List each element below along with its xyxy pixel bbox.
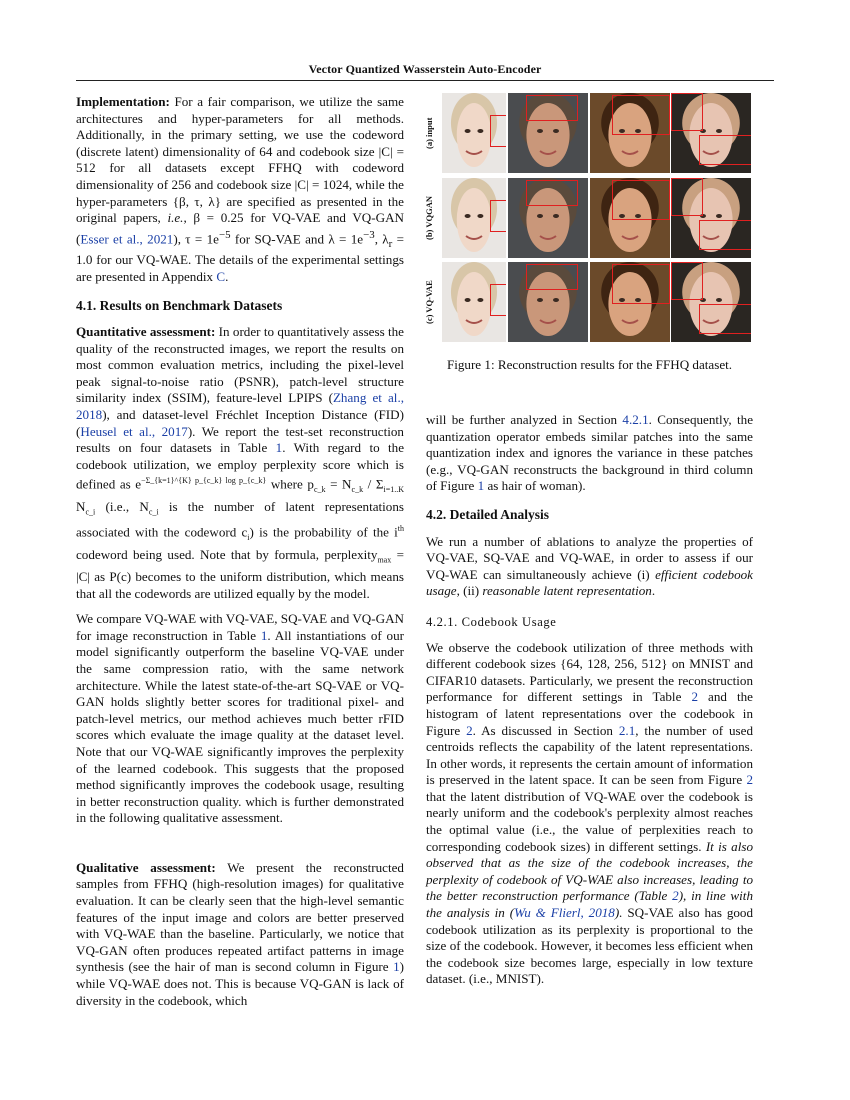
highlight-box [612,95,670,135]
subscript: max [377,555,392,565]
baby-portrait-tile [671,93,751,173]
table-link[interactable]: 2 [691,689,698,705]
row-label-vqvae: (c) VQ-VAE [424,280,434,324]
table-link[interactable]: 1 [260,627,268,643]
text: . [651,583,656,599]
highlight-box [699,220,751,250]
baby-portrait-tile [671,178,751,258]
text: ). We report the test-set reconstruction results on four datasets in Table [76,423,404,456]
text: . As discussed in Section [472,722,619,738]
paragraph-implementation [76,94,404,286]
citation-link[interactable]: Heusel et al., 2017 [80,423,188,439]
girl-portrait-tile [590,262,670,342]
text: = N [325,476,352,492]
table-link[interactable]: 1 [275,440,283,456]
paragraph-continuation [426,412,753,495]
text: / Σ [363,476,384,492]
text: N [76,499,86,514]
highlight-box [490,284,506,316]
text: We compare VQ-WAE with VQ-VAE, SQ-VAE and VQ-GAN for image reconstruction in Table [76,611,404,643]
highlight-box [526,95,578,121]
text: We run a number of ablations to analyze the properties of VQ-VAE, SQ-VAE and VQ-WAE, in order to assess if our VQ-WAE can simultaneously achieve (i) [426,533,753,582]
girl-portrait-tile [590,93,670,173]
section-link[interactable]: 2.1 [618,722,636,738]
highlight-box [612,264,670,304]
perplexity-exponent: −Σ_{k=1}^{K} p_{c_k} log p_{c_k} [141,476,267,486]
woman-portrait-tile [442,262,506,342]
text: will be further analyzed in Section [426,412,623,427]
baby-portrait-tile [671,262,751,342]
woman-portrait-tile [442,178,506,258]
left-column [76,94,404,1018]
section-heading-4-2: 4.2. Detailed Analysis [426,506,550,522]
man-portrait-tile [508,262,588,342]
text: ), and dataset-level Fréchlet Inception Distance (FID) ( [76,407,404,439]
section-heading-4-1: 4.1. Results on Benchmark Datasets [76,297,283,313]
run-in-heading-implementation: Implementation: [76,94,170,109]
text: is the number of latent representations associated with the codeword c [76,499,404,540]
subscript: r [388,237,393,250]
figure-link[interactable]: 2 [466,722,473,738]
highlight-box [612,180,670,220]
text: SQ-VAE also has good codebook utilization as its perplexity is proportional to the size of the codebook. However, it becomes less efficient when the codebook size becomes large, especially in low texture dataset. (i.e., MNIST). [426,905,754,987]
text: as hair of woman). [484,478,586,494]
man-portrait-tile [508,93,588,173]
row-label-vqgan: (b) VQGAN [424,196,434,240]
text: In order to quantitatively assess the quality of the reconstructed images, we report the results on most common evaluation metrics, including the pixel-level peak signal-to-noise ratio (PSNR), patch-level structure similarity index (SSIM), feature-level LPIPS ( [76,324,404,406]
highlight-box [699,135,751,165]
text: ), in line with the analysis in ( [426,888,753,921]
paragraph-detailed-analysis [426,534,753,600]
subscript: i=1..K [383,485,404,495]
highlight-box [526,264,578,290]
text: We observe the codebook utilization of three methods with different codebook sizes {64, 128, 256, 512} on MNIST and CIFAR10 datasets. Particularly, we present the reconstruction performance for different settings in Table [426,639,753,705]
text: ), τ = 1e [173,231,219,247]
appendix-link[interactable]: C [216,268,226,284]
text: , λ [374,231,389,247]
text: We present the reconstructed samples from FFHQ (high-resolution images) for qualitative evaluation. It can be clearly seen that the high-level semantic features of the input image and colors are better preserved with VQ-WAE than the baseline. Particularly, we notice that VQ-GAN often produces repeated artifact patterns in image synthesis (see the hair of man is second column in Figure [76,859,404,975]
text: , the number of used centroids reflects the capability of the latent representations. In other words, it represents the certain amount of information is preserved in the latent space. It can be seen from Figure [426,722,754,788]
paragraph-codebook-usage [426,640,753,988]
paragraph-comparison [76,611,404,827]
text: . [225,268,229,284]
text: ) while VQ-WAE does not. This is because VQ-GAN is lack of diversity in the codebook, which [76,959,404,1008]
text: i.e., [167,210,187,226]
section-link[interactable]: 4.2.1 [622,412,649,427]
text: where p [266,476,314,492]
highlight-box [671,93,703,131]
citation-link[interactable]: Esser et al., 2021 [80,231,174,247]
figure-link[interactable]: 1 [477,478,485,494]
highlight-box [490,115,506,147]
citation-link[interactable]: Zhang et al., 2018 [76,390,404,423]
text: . With regard to the codebook utilization, we employ perplexity score which is defined as e [76,440,404,492]
text: for SQ-VAE and λ = 1e [230,231,364,247]
figure-link[interactable]: 2 [746,772,753,788]
highlight-box [526,180,578,206]
woman-portrait-tile [442,93,506,173]
superscript: −3 [363,228,375,241]
text: It is also observed that as the size of the codebook increases, the perplexity of codebook of VQ-WAE also increases, leading to the better reconstruction performance (Table [426,838,753,904]
girl-portrait-tile [590,178,670,258]
text: , (ii) [456,583,483,599]
running-header: Vector Quantized Wasserstein Auto-Encoder [308,62,542,76]
superscript: th [397,524,404,534]
paragraph-qualitative [76,860,404,1009]
run-in-heading-qualitative: Qualitative assessment: [76,859,216,875]
header-rule [76,80,774,81]
table-link[interactable]: 2 [672,888,679,904]
text: ) is the probability of the i [249,524,398,540]
subscript: i [247,533,250,543]
subsection-heading-4-2-1: 4.2.1. Codebook Usage [426,614,557,629]
citation-link[interactable]: Wu & Flierl, 2018 [514,905,615,921]
highlight-box [699,304,751,334]
subscript: c_i [148,507,159,517]
highlight-box [490,200,506,232]
highlight-box [671,178,703,216]
figure-link[interactable]: 1 [393,959,400,975]
subscript: c_k [351,485,364,495]
superscript: −5 [218,228,231,241]
highlight-box [671,262,703,300]
text: . Consequently, the quantization operator embeds similar patches into the same quantization index and ignores the variance in these patches (e.g., VQ-GAN reconstructs the background in third column of Figure [426,412,754,494]
text: that the latent distribution of VQ-WAE over the codebook is nearly uniform and the codebook's perplexity almost reaches the optimal value (i.e., the value of perplexities reach to corresponding codebook sizes) in different settings. [426,788,753,854]
text: = 1.0 for our VQ-WAE. The details of the experimental settings are presented in Appendix [76,231,404,284]
paragraph-quantitative [76,324,404,602]
subscript: c_k [313,485,326,495]
row-label-input: (a) input [424,117,434,149]
subscript: c_i [85,507,96,517]
man-portrait-tile [508,178,588,258]
text: (i.e., N [95,499,149,514]
text: . All instantiations of our model significantly outperform the baseline VQ-VAE under the same compression ratio, with the same network architecture. While the latest state-of-the-art SQ-VAE or VQ-GAN holds slightly better scores for traditional pixel- and patch-level metrics, our method achieves much better rFID scores which evaluate the image quality at the dataset level. Note that our VQ-WAE significantly improves the perplexity of the learned codebook. This suggests that the proposed method significantly improves the codebook usage, resulting in better reconstruction quality. which is further demonstrated in the following qualitative assessment. [76,627,404,826]
text: ). [614,905,623,921]
run-in-heading-quantitative: Quantitative assessment: [76,324,216,340]
text: reasonable latent representation [482,583,652,599]
right-column [426,412,753,997]
text: and the histogram of latent representations over the codebook in Figure [426,689,753,738]
text: codeword being used. Note that by formula, perplexity [76,546,378,562]
text: β = 0.25 for VQ-VAE and VQ-GAN ( [76,210,404,247]
text: For a fair comparison, we utilize the same architectures and hyper-parameters for all methods. Additionally, in the primary setting, we use the codeword (discrete latent) dimensionality of 64 and codebook size |C| = 512 for all datasets except FFHQ with codeword dimensionality of 256 and codebook size |C| = 1024, while the hyper-parameters {β, τ, λ} are specified as presented in the original papers, [76,94,404,226]
text: = |C| as P(c) becomes to the uniform distribution, which means that all the codewords are utilized equally by the model. [76,546,404,601]
figure-caption: Figure 1: Reconstruction results for the FFHQ dataset. [446,357,733,372]
text: efficient codebook usage [426,566,753,599]
